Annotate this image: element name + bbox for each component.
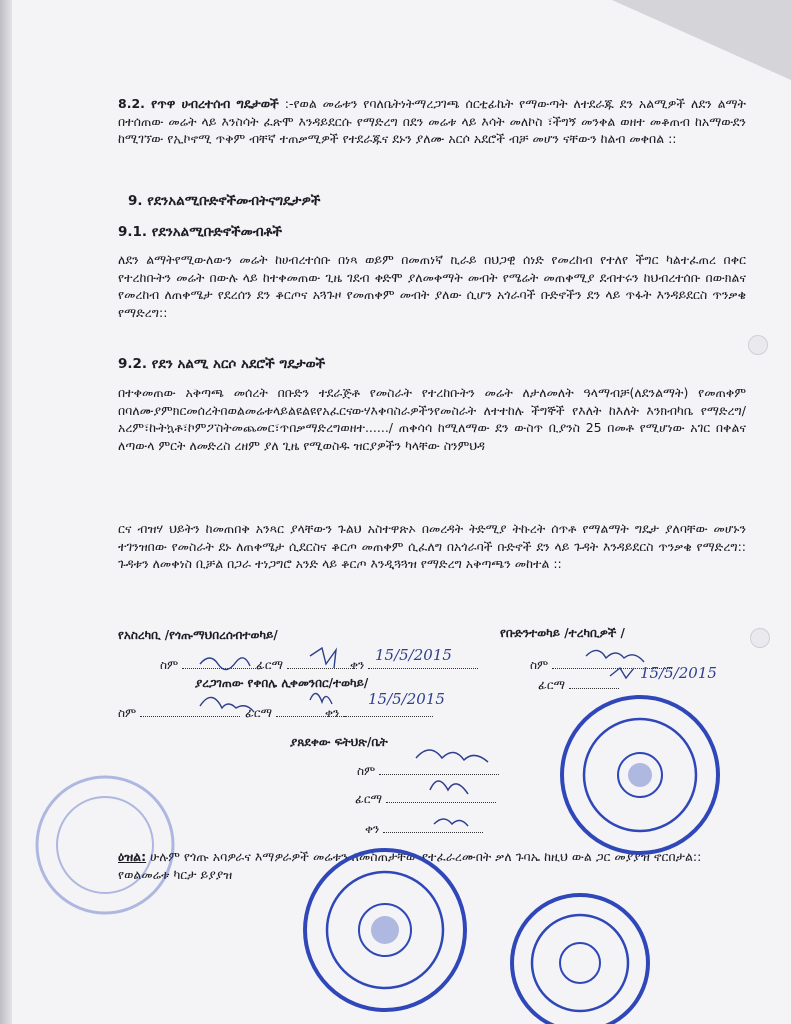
section-8-2-heading: 8.2. የጥዋ ሀብረተሰብ ግዴታወች	[118, 96, 279, 111]
date-label: ቀን	[325, 706, 340, 720]
name-label: ስም	[357, 764, 376, 778]
note-label: ዕዝል:	[118, 849, 147, 864]
group-signature-scribble	[580, 640, 700, 690]
section-8-2-text: :-የወል መሬቱን የባለቤትነትማረጋገጫ ሰርቲፊኬት የማውጣት ለተደራጁ ደን አልሚዎች ለደን ልማት በተሰጠው መሬት ላይ እንስሳት ፈጽሞ እንዳይደርሱ የማድረግ በደን መሬቱ ላይ እሳት መለኮስ ፣ችግኝ መንቀል ወዘተ መቆጠብ ከአማውደን ከሚገኘው የኢኮኖሚ ጥቅም ብቸኛ ተጠቃሚዎች የተደራጁና ደኑን ያለሙ አርሶ አደሮች ብቻ መሆን ናቸውን ከልብ መቀበል ::	[118, 96, 746, 146]
binder-edge	[0, 0, 12, 1024]
section-9-2-heading: 9.2. የደን አልሚ አርሶ አደሮች ግዴታወች	[118, 356, 326, 372]
handover-representative-header: የአስረካቢ /የጎጡማህበረሰብተወካይ/	[118, 628, 278, 642]
handwritten-date: 15/5/2015	[640, 664, 717, 682]
punch-hole	[748, 335, 768, 355]
note-text: ሁሉም የጎጡ አባዎራና እማዎራዎች መሬቱን ለመስጠታቸው የተፈራረሙበት ቃለ ጉባኤ ከዚህ ውል ጋር መያያዝ ኖርበታል:: የወልመሬቱ ካርታ ይያያዝ	[118, 849, 702, 882]
handwritten-date: 15/5/2015	[368, 690, 445, 708]
section-9-1-heading: 9.1. የደንአልሚቡድኖችመብቶች	[118, 224, 283, 240]
signature-label: ፊርማ	[245, 706, 273, 720]
section-9-2-paragraph-continued: ርና ብዝሃ ህይትን ከመጠበቅ አንጻር ያላቸውን ጉልህ አስተዋጽኦ በመረዳት ትድሚያ ትኩረት ሰጥቶ የማልማት ግዴታ ያለባቸው መሆኑን ተገንዝበው የመስራት ደኑ ለጠቀሜታ ሲደርስና ቆርጦ መጠቀም ሲፈለግ በአጎራባች ቡድኖች ደን ላይ ጉዳት እንዳይደርስ ጥንቃቄ የማድረግ:: ጉዳቱን ለመቀነስ ቢቻል በጋራ ተነጋግሮ አንድ ላይ ቆርጦ እንዲጓጓዝ የማድረግ አቅጣጫን መከተል ::	[118, 521, 746, 571]
name-label: ስም	[118, 706, 137, 720]
punch-hole	[750, 628, 770, 648]
section-9-2-paragraph: በተቀመጠው አቅጣጫ መሰረት በቡድን ተደራጅቶ የመስራት የተረከቡትን መሬት ለታለመለት ዓላማብቻ(ለደንልማት) የመጠቀም በባለሙያምክርመሰረትበወልመሬቱላይልዩልዩየአፈርናውሃእቀባስራዎችንየመስራት ለተተከሉ ችግኞች የእለት ከእለት እንክብካቤ የማድረግ/አረም፣ኩትኳቶ፣ኮምፖስትመጨመር፣ጥበቃማድረግወዘተ....../ ጠቀሳሳ ከሚለማው ደን ውስጥ ቢያንስ 25 በመቶ የሚሆነው አገር በቀልና ለጣውላ ምርት ለመድረስ ረዘም ያለ ጊዜ የሚወስዱ ዝርያዎችን ካላቸው ስንምህዳ	[118, 385, 746, 453]
justice-office-header: ያጸደቀው ፍትህጽ/ቤት	[290, 735, 388, 749]
signature-label: ፊርማ	[256, 658, 284, 672]
date-label: ቀን	[365, 822, 380, 836]
kebele-chair-header: ያረጋገጠው የቀበሌ ሊቀመንበር/ተወካይ/	[195, 676, 369, 690]
date-label: ቀን	[350, 658, 365, 672]
signature-label: ፊርማ	[538, 678, 566, 692]
section-8-2-paragraph	[118, 95, 746, 148]
section-9-heading: 9. የደንአልሚቡድኖችመብትናግዴታዎች	[128, 193, 321, 209]
handwritten-date: 15/5/2015	[375, 646, 452, 664]
faded-seal-stamp	[30, 770, 180, 920]
kebele-seal-stamp	[505, 888, 655, 1024]
handwritten-signature-scribbles	[190, 636, 370, 726]
name-label: ስም	[530, 658, 549, 672]
justice-signature-scribble	[410, 738, 530, 838]
signature-label: ፊርማ	[355, 792, 383, 806]
section-9-1-paragraph: ለደን ልማትየሚውለውን መሬት ከሀብረተሰቡ በነጻ ወይም በመጠነኛ ኪራይ በህጋዊ ሰነድ የመረከብ የተለየ ችግር ካልተፈጠረ በቀር የተረከቡትን መሬት በውሉ ላይ ከተቀመጠው ጊዜ ገደብ ቀድሞ ያለመቀማት መብት የሜሬት መጠቀሚያ ደብተሩን ከህብረተሰቡ በውክልና የመረከብ ለጠቀሜታ የደረሰን ደን ቆርጦና አጓጉዞ የመጠቀም መብት ያለው ሲሆን አጎራባች ቡድኖችን ደን ላይ ጥፋት እንዳይደርስ ጥንቃቄ የማድረግ::	[118, 252, 746, 320]
office-seal-stamp	[295, 845, 475, 1015]
official-seal-stamp	[555, 690, 725, 860]
group-representative-header: የቡድንተወካይ /ተረካቢዎች /	[500, 626, 625, 640]
name-label: ስም	[160, 658, 179, 672]
